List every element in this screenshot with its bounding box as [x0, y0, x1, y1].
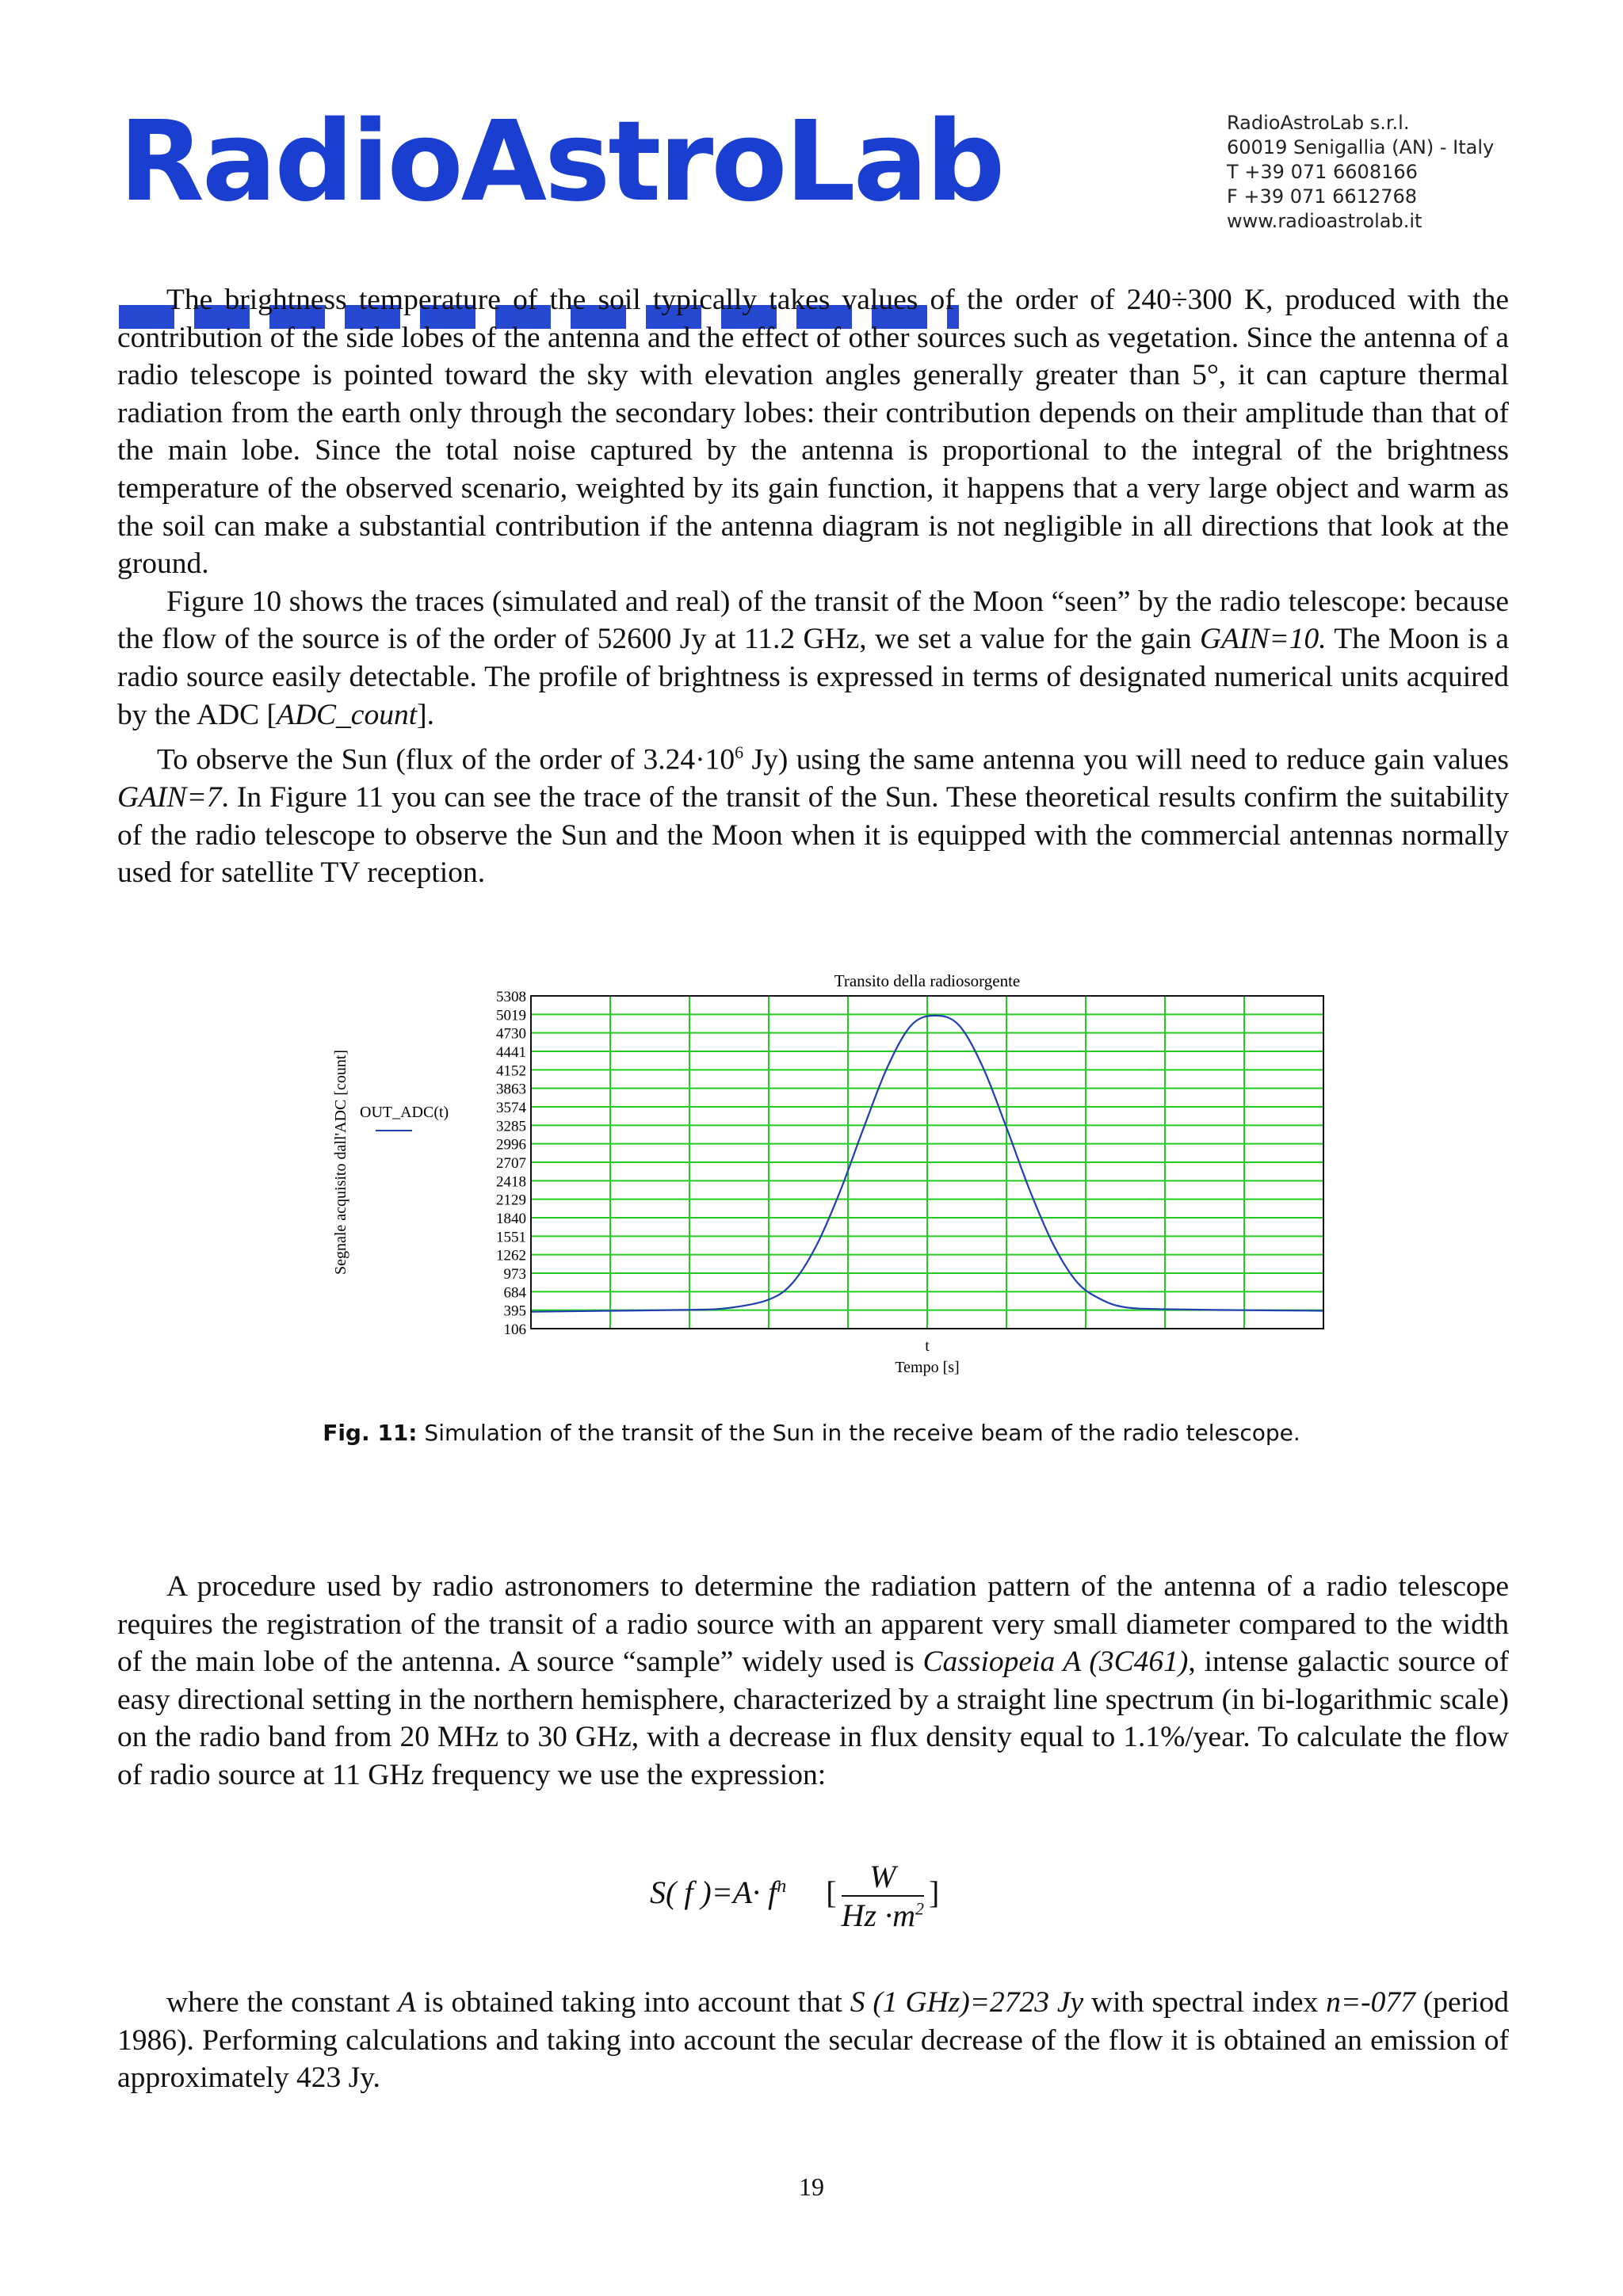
chart-grid [531, 996, 1323, 1329]
company-website[interactable]: www.radioastrolab.it [1227, 210, 1423, 232]
formula-denominator-exponent: 2 [915, 1898, 924, 1919]
y-tick-label: 2996 [496, 1136, 526, 1154]
formula-numerator: W [842, 1858, 924, 1897]
company-phone: T +39 071 6608166 [1227, 161, 1418, 183]
y-tick-label: 1840 [496, 1211, 526, 1227]
y-tick-label: 1551 [496, 1229, 526, 1246]
y-tick-label: 2418 [496, 1173, 526, 1191]
y-tick-label: 3574 [496, 1100, 526, 1116]
y-tick-label: 4730 [496, 1025, 526, 1043]
y-tick-label: 4441 [496, 1044, 526, 1061]
body-text-bottom [117, 1984, 1509, 2097]
chart-title: Transito della radiosorgente [834, 971, 1021, 990]
company-fax: F +39 071 6612768 [1227, 185, 1418, 208]
y-tick-label: 684 [503, 1284, 526, 1302]
body-text-middle [117, 1568, 1509, 1794]
paragraph-3: To observe the Sun (flux of the order of $3.24\cdot 10^6$ Jy) using the same antenna you will need to reduce gain values GAIN=7. In Figure 11 you can see the trace of the transit of the Sun. These theoretical results confirm the suitability of the radio telescope to observe the Sun and the Moon when it is equipped with the commercial antennas normally used for satellite TV reception. [117, 742, 1510, 890]
paragraph-1: The brightness temperature of the soil typically takes values of the order of 240÷300 K, produced with the contribution of the side lobes of the antenna and the effect of other sources such as vegetation. Since the antenna of a radio telescope is pointed toward the sky with elevation angles generally greater than 5°, it can capture thermal radiation from the earth only through the secondary lobes: their contribution depends on their amplitude than that of the main lobe. Since the total noise captured by the antenna is proportional to the integral of the brightness temperature of the observed scenario, weighted by its gain function, it happens that a very large object and warm as the soil can make a substantial contribution if the antenna diagram is not negligible in all directions that look at the ground. [117, 284, 1509, 581]
y-tick-label: 4152 [496, 1062, 526, 1080]
y-tick-label: 5308 [496, 989, 526, 1005]
company-name: RadioAstroLab s.r.l. [1227, 112, 1410, 134]
paragraph-5: where the constant A is obtained taking into account that S (1 GHz)=2723 Jy with spectral index n=-077 (period 1986). Performing calculations and taking into account the secular decrease of the flow it is obtained an emission of approximately 423 Jy. [117, 1986, 1510, 2095]
page-number: 19 [799, 2172, 824, 2201]
y-tick-label: 1262 [496, 1247, 526, 1264]
y-tick-label: 3863 [496, 1081, 526, 1098]
company-logo [119, 97, 1003, 238]
caption-label: Fig. 11: [323, 1420, 418, 1446]
paragraph-2: Figure 10 shows the traces (simulated and real) of the transit of the Moon “seen” by the radio telescope: because the flow of the source is of the order of 52600 Jy at 11.2 GHz, we set a value for the gain GAIN=10. The Moon is a radio source easily detectable. The profile of brightness is expressed in terms of designated numerical units acquired by the ADC [ADC_count]. [117, 585, 1509, 731]
formula-denominator: Hz ·m [841, 1897, 915, 1933]
body-text-top [117, 281, 1509, 892]
y-tick-label: 2129 [496, 1192, 526, 1209]
transit-chart [317, 963, 1347, 1390]
y-tick-labels [496, 989, 527, 1338]
formula-lhs: S( f )=A· f [650, 1875, 777, 1911]
y-tick-label: 395 [503, 1302, 526, 1320]
figure-caption [0, 1420, 1623, 1446]
company-address: 60019 Senigallia (AN) - Italy [1227, 136, 1495, 158]
y-tick-label: 2707 [496, 1155, 526, 1172]
paragraph-4: A procedure used by radio astronomers to determine the radiation pattern of the antenna of a radio telescope requires the registration of the transit of a radio source with an apparent very small diameter compared to the width of the main lobe of the antenna. A source “sample” widely used is Cassiopeia A (3C461), intense galactic source of easy directional setting in the northern hemisphere, characterized by a straight line spectrum (in bi-logarithmic scale) on the radio band from 20 MHz to 30 GHz, with a decrease in flux density equal to 1.1%/year. To calculate the flow of radio source at 11 GHz frequency we use the expression: [117, 1570, 1509, 1791]
y-tick-label: 3285 [496, 1118, 526, 1135]
x-axis-label: Tempo [s] [895, 1359, 960, 1376]
x-tick-label: t [925, 1337, 930, 1355]
y-tick-label: 106 [503, 1322, 526, 1338]
caption-text: Simulation of the transit of the Sun in the receive beam of the radio telescope. [417, 1420, 1300, 1446]
formula-exponent: n [777, 1875, 787, 1897]
legend-label: OUT_ADC(t) [360, 1104, 449, 1121]
y-tick-label: 5019 [496, 1007, 526, 1024]
y-axis-label: Segnale acquisito dall'ADC [count] [332, 1049, 349, 1276]
logo-text: RadioAstroLab [119, 97, 1003, 227]
y-tick-label: 973 [503, 1266, 526, 1283]
flux-formula: S( f )$=A\cdot f^n$ [ $\frac{W}{Hz \cdot m^2}$ ] [650, 1859, 940, 1933]
company-info [1227, 111, 1494, 234]
